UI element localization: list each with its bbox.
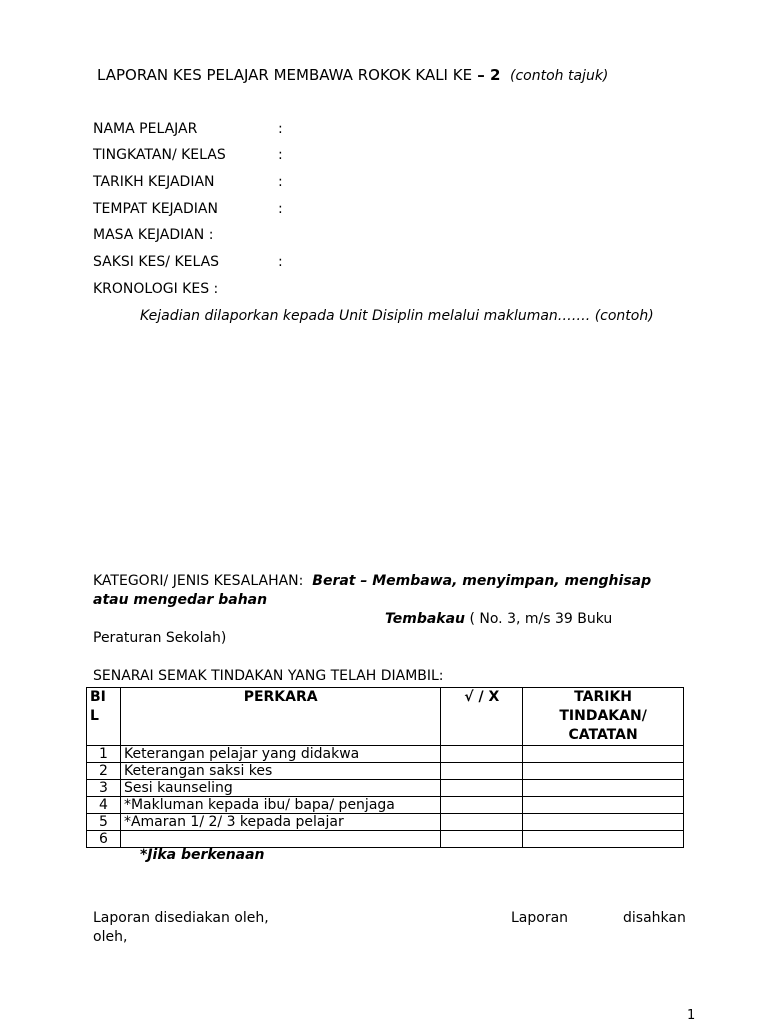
table-row	[87, 814, 684, 831]
header-bil	[87, 688, 121, 746]
kategori-label: KATEGORI/ JENIS KESALAHAN:	[93, 573, 304, 589]
field-nama-pelajar-colon: :	[278, 121, 283, 137]
header-check: √ / X	[441, 688, 523, 746]
field-tempat-colon: :	[278, 201, 283, 217]
row-check-cell[interactable]	[441, 797, 523, 814]
row-tarikh-cell[interactable]	[523, 814, 684, 831]
kategori-line	[93, 573, 651, 589]
table-row	[87, 797, 684, 814]
row-tarikh-cell[interactable]	[523, 831, 684, 848]
header-tarikh-line1: TARIKH	[574, 689, 633, 705]
checklist-table	[86, 687, 684, 848]
approved-by-continuation: oleh,	[93, 929, 128, 945]
footnote: *Jika berkenaan	[140, 847, 265, 863]
header-bil-line1: BI	[90, 689, 106, 705]
approved-by-word1: Laporan	[511, 910, 569, 926]
row-item	[120, 831, 440, 848]
field-tempat-label: TEMPAT KEJADIAN	[93, 201, 218, 217]
kronologi-example: Kejadian dilaporkan kepada Unit Disiplin melalui makluman……. (contoh)	[140, 308, 654, 324]
field-nama-pelajar-label: NAMA PELAJAR	[93, 121, 198, 137]
row-no: 3	[87, 780, 121, 797]
row-item: *Amaran 1/ 2/ 3 kepada pelajar	[120, 814, 440, 831]
kategori-line4: Peraturan Sekolah)	[93, 630, 227, 646]
prepared-by-label: Laporan disediakan oleh,	[93, 910, 269, 926]
kategori-value-line2: atau mengedar bahan	[93, 592, 268, 608]
row-no: 4	[87, 797, 121, 814]
row-item: Keterangan saksi kes	[120, 763, 440, 780]
row-item: Sesi kaunseling	[120, 780, 440, 797]
row-tarikh-cell[interactable]	[523, 746, 684, 763]
header-bil-line2: L	[90, 708, 99, 724]
table-row	[87, 746, 684, 763]
kategori-line3	[385, 611, 612, 627]
row-no: 2	[87, 763, 121, 780]
row-check-cell[interactable]	[441, 831, 523, 848]
row-check-cell[interactable]	[441, 763, 523, 780]
page-number: 1	[687, 1008, 696, 1023]
approved-by-word2: disahkan	[623, 910, 686, 926]
header-tarikh	[523, 688, 684, 746]
header-tarikh-line3: CATATAN	[568, 727, 638, 743]
field-saksi-label: SAKSI KES/ KELAS	[93, 254, 220, 270]
table-row	[87, 763, 684, 780]
row-check-cell[interactable]	[441, 780, 523, 797]
table-header-row	[87, 688, 684, 746]
table-row	[87, 831, 684, 848]
row-check-cell[interactable]	[441, 814, 523, 831]
senarai-title: SENARAI SEMAK TINDAKAN YANG TELAH DIAMBIL:	[93, 668, 444, 684]
header-tarikh-line2: TINDAKAN/	[559, 708, 647, 724]
row-item: *Makluman kepada ibu/ bapa/ penjaga	[120, 797, 440, 814]
field-tarikh-label: TARIKH KEJADIAN	[93, 174, 215, 190]
row-no: 6	[87, 831, 121, 848]
field-masa-label: MASA KEJADIAN :	[93, 227, 214, 243]
kategori-tembakau: Tembakau	[385, 611, 466, 627]
row-no: 5	[87, 814, 121, 831]
field-saksi-colon: :	[278, 254, 283, 270]
header-perkara: PERKARA	[120, 688, 440, 746]
title-main: LAPORAN KES PELAJAR MEMBAWA ROKOK KALI KE	[97, 66, 473, 84]
field-tingkatan-label: TINGKATAN/ KELAS	[93, 147, 226, 163]
row-item: Keterangan pelajar yang didakwa	[120, 746, 440, 763]
row-no: 1	[87, 746, 121, 763]
row-tarikh-cell[interactable]	[523, 797, 684, 814]
kategori-reference: ( No. 3, m/s 39 Buku	[465, 611, 613, 627]
kategori-value: Berat – Membawa, menyimpan, menghisap	[312, 573, 652, 589]
row-tarikh-cell[interactable]	[523, 780, 684, 797]
field-tarikh-colon: :	[278, 174, 283, 190]
row-check-cell[interactable]	[441, 746, 523, 763]
title-suffix: – 2	[472, 66, 501, 84]
field-tingkatan-colon: :	[278, 147, 283, 163]
field-kronologi-label: KRONOLOGI KES :	[93, 281, 219, 297]
row-tarikh-cell[interactable]	[523, 763, 684, 780]
title-note: (contoh tajuk)	[510, 68, 609, 84]
document-title	[97, 66, 608, 84]
table-row	[87, 780, 684, 797]
